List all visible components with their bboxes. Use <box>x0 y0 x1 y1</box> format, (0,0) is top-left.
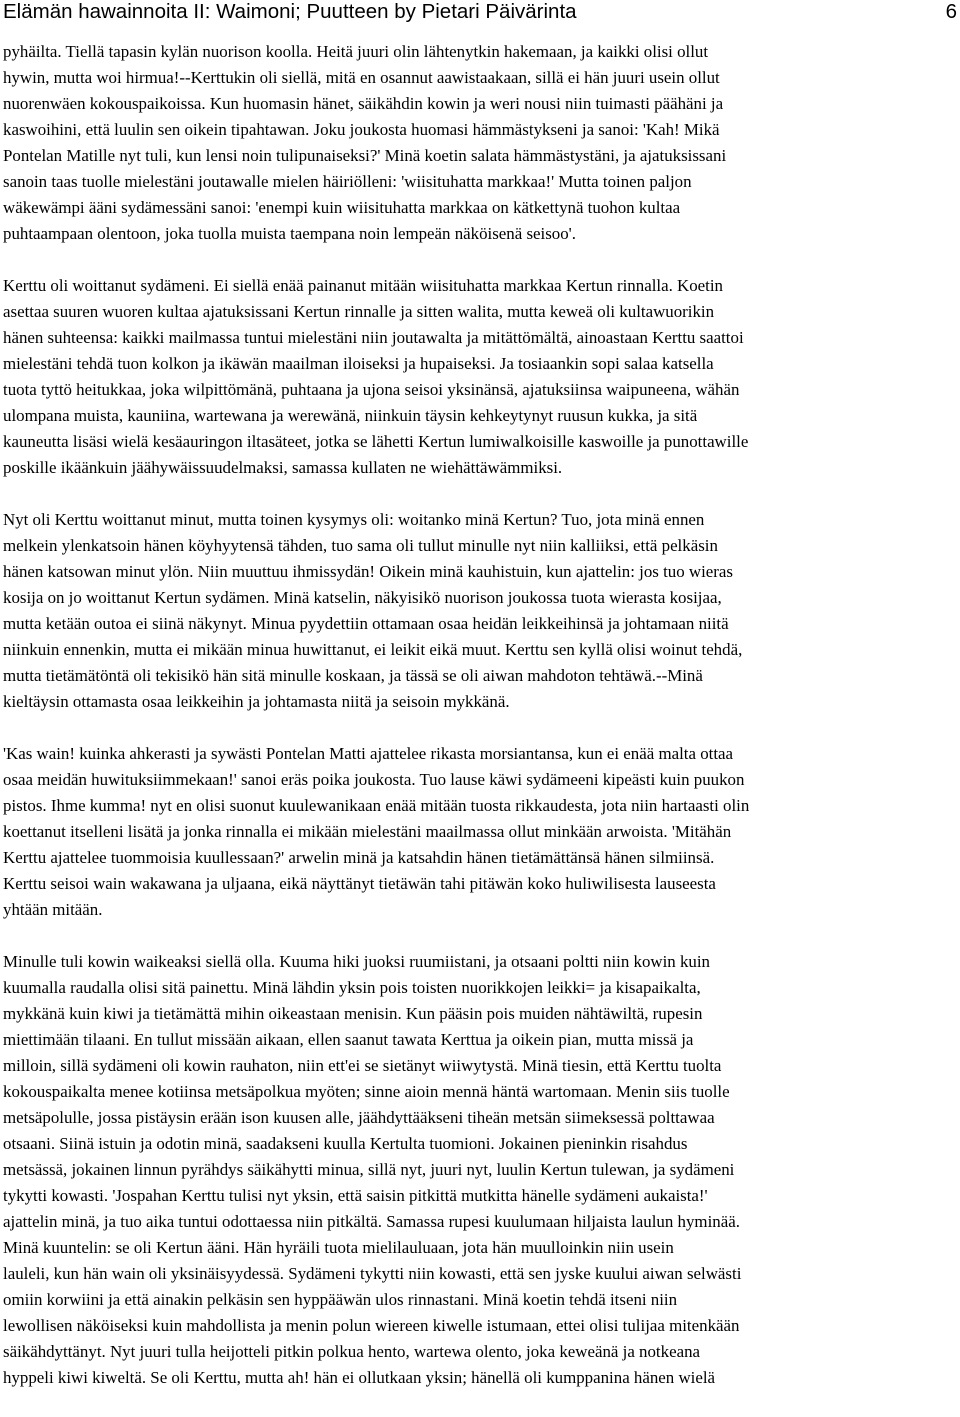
paragraph <box>3 507 958 715</box>
paragraph <box>3 39 958 247</box>
page-number: 6 <box>945 0 957 23</box>
text-line: Pontelan Matille nyt tuli, kun lensi noin tulipunaiseksi?' Minä koetin salata hämmästystäni, ja ajatuksissani <box>3 146 727 165</box>
paragraph <box>3 273 958 481</box>
text-line: poskille ikäänkuin jäähywäissuudelmaksi, samassa kullaten ne wiehättäwämmiksi. <box>3 458 563 477</box>
text-line: puhtaampaan olentoon, joka tuolla muista taempana noin lempeän näköisenä seisoo'. <box>3 224 576 243</box>
text-line: koettanut itselleni lisätä ja jonka rinnalla ei mikään mielestäni maailmassa ollut minkään arwoista. 'Mitähän <box>3 822 732 841</box>
text-line: mielestäni tehdä tuon kolkon ja ikäwän maailman iloiseksi ja hupaiseksi. Ja tosiaankin sopi salaa katsella <box>3 354 714 373</box>
text-line: ajattelin minä, ja tuo aika tuntui odottaessa niin pitkältä. Samassa rupesi kuulumaan hiljaista laulun hyminää. <box>3 1212 740 1231</box>
text-line: niinkuin ennenkin, mutta ei mikään minua huwittanut, ei leikit eikä muut. Kerttu sen kyllä olisi woinut tehdä, <box>3 640 743 659</box>
text-line: milloin, sillä sydämeni oli kowin rauhaton, niin ett'ei se sietänyt wiiwytystä. Minä tiesin, että Kerttu tuolta <box>3 1056 722 1075</box>
text-line: Kerttu ajattelee tuommoisia kuullessaan?' arwelin minä ja katsahdin hänen tietämättänsä hänen silmiinsä. <box>3 848 715 867</box>
text-line: asettaa suuren wuoren kultaa ajatuksissani Kertun rinnalle ja sitten walita, mutta keweä oli kultawuorikin <box>3 302 715 321</box>
text-line: Minulle tuli kowin waikeaksi siellä olla. Kuuma hiki juoksi ruumiistani, ja otsaani poltti niin kowin kuin <box>3 952 710 971</box>
text-line: ulompana muista, kauniina, wartewana ja werewänä, niinkuin täysin kehkeytynyt ruusun kukka, ja sitä <box>3 406 698 425</box>
text-line: omiin korwiini ja että ainakin pelkäsin sen hyppääwän ulos rinnastani. Minä koetin tehdä itseni niin <box>3 1290 678 1309</box>
text-line: Minä kuuntelin: se oli Kertun ääni. Hän hyräili tuota mielilauluaan, jota hän muulloinkin niin usein <box>3 1238 674 1257</box>
text-line: tykytti kowasti. 'Jospahan Kerttu tulisi nyt yksin, että saisin pitkittä mutkitta hänelle sydämeni aukaista!' <box>3 1186 708 1205</box>
text-line: pyhäilta. Tiellä tapasin kylän nuorison koolla. Heitä juuri olin lähtenytkin hakemaan, ja kaikki olisi ollut <box>3 42 709 61</box>
text-line: Nyt oli Kerttu woittanut minut, mutta toinen kysymys oli: woitanko minä Kertun? Tuo, jota minä ennen <box>3 510 705 529</box>
text-line: Kerttu seisoi wain wakawana ja uljaana, eikä näyttänyt tietäwän tahi pitäwän koko huliwilisesta lauseesta <box>3 874 716 893</box>
text-line: kuumalla raudalla olisi sitä painettu. Minä lähdin yksin pois toisten nuorikkojen leikki= ja kisapaikalta, <box>3 978 701 997</box>
text-line: hywin, mutta woi hirmua!--Kerttukin oli siellä, mitä en osannut aawistaakaan, sillä ei hän juuri usein ollut <box>3 68 720 87</box>
text-line: hyppeli kiwi kiweltä. Se oli Kerttu, mutta ah! hän ei ollutkaan yksin; hänellä oli kumppanina hänen wielä <box>3 1368 716 1387</box>
text-line: 'Kas wain! kuinka ahkerasti ja sywästi Pontelan Matti ajattelee rikasta morsiantansa, kun ei enää malta ottaa <box>3 744 734 763</box>
text-line: kokouspaikalta menee kotiinsa metsäpolkua myöten; sinne aioin mennä häntä wartomaan. Menin siis tuolle <box>3 1082 730 1101</box>
text-line: melkein ylenkatsoin hänen köyhyytensä tähden, tuo sama oli tullut minulle nyt niin kalliiksi, että pelkäsin <box>3 536 718 555</box>
text-line: hänen katsowan minut ylön. Niin muuttuu ihmissydän! Oikein minä kauhistuin, kun ajattelin: jos tuo wieras <box>3 562 733 581</box>
text-line: osaa meidän huwituksiimmekaan!' sanoi eräs poika joukosta. Tuo lause käwi sydämeeni kipeästi kuin puukon <box>3 770 745 789</box>
paragraph <box>3 741 958 923</box>
text-line: mykkänä kuin kiwi ja tietämättä mihin oikeastaan menisin. Kun pääsin pois muiden nähtäwiltä, rupesin <box>3 1004 703 1023</box>
text-line: kauneutta lisäsi wielä kesäauringon iltasäteet, jotka se lähetti Kertun lumiwalkoisille kaswoille ja punottawille <box>3 432 749 451</box>
text-line: pistos. Ihme kumma! nyt en olisi suonut kuulewanikaan enää mitään tuosta rikkaudesta, jota niin hartaasti olin <box>3 796 750 815</box>
text-line: yhtään mitään. <box>3 900 103 919</box>
text-line: Kerttu oli woittanut sydämeni. Ei siellä enää painanut mitään wiisituhatta markkaa Kertun rinnalla. Koetin <box>3 276 723 295</box>
document-body <box>3 39 958 1417</box>
text-line: kaswoihini, että luulin sen oikein tipahtawan. Joku joukosta huomasi hämmästykseni ja sanoi: 'Kah! Mikä <box>3 120 720 139</box>
text-line: metsässä, jokainen linnun pyrähdys säikähytti minua, sillä nyt, juuri nyt, luulin Kertun tulewan, ja sydämeni <box>3 1160 735 1179</box>
text-line: lauleli, kun hän wain oli yksinäisyydessä. Sydämeni tykytti niin kowasti, että sen jyske kuului aiwan selwästi <box>3 1264 742 1283</box>
text-line: tuota tyttö heitukkaa, joka wilpittömänä, puhtaana ja ujona seisoi yksinänsä, ajatuksiinsa waipuneena, wähän <box>3 380 740 399</box>
text-line: otsaani. Siinä istuin ja odotin minä, saadakseni kuulla Kertulta tuomioni. Jokainen pieninkin risahdus <box>3 1134 688 1153</box>
paragraph <box>3 949 958 1391</box>
text-line: kosija on jo woittanut Kertun sydämen. Minä katselin, näkyisikö nuorison joukossa tuota wierasta kosijaa, <box>3 588 722 607</box>
text-line: mutta ketään outoa ei siinä näkynyt. Minua pyydettiin ottamaan osaa heidän leikkeihinsä ja johtamaan niitä <box>3 614 729 633</box>
text-line: kieltäysin ottamasta osaa leikkeihin ja johtamasta niitä ja seisoin mykkänä. <box>3 692 510 711</box>
page-header <box>0 0 960 30</box>
text-line: lewollisen näköiseksi kuin mahdollista ja menin polun wiereen kiwelle istumaan, ettei olisi tulijaa mitenkään <box>3 1316 740 1335</box>
text-line: nuorenwäen kokouspaikoissa. Kun huomasin hänet, säikähdin kowin ja weri nousi niin tuimasti päähäni ja <box>3 94 724 113</box>
text-line: wäkewämpi ääni sydämessäni sanoi: 'enempi kuin wiisituhatta markkaa on kätkettynä tuohon kultaa <box>3 198 681 217</box>
text-line: miettimään tilaani. En tullut missään aikaan, ellen saanut tawata Kerttua ja oikein pian, mutta missä ja <box>3 1030 694 1049</box>
text-line: sanoin taas tuolle mielestäni joutawalle mielen häiriölleni: 'wiisituhatta markkaa!' Mutta toinen paljon <box>3 172 692 191</box>
text-line: mutta tietämätöntä oli tekisikö hän sitä minulle koskaan, ja tässä se oli aiwan mahdoton tehtäwä.--Minä <box>3 666 703 685</box>
text-line: metsäpolulle, jossa pistäysin erään ison kuusen alle, jäähdyttääkseni tiheän metsän siimeksessä polttawaa <box>3 1108 715 1127</box>
text-line: hänen suhteensa: kaikki mailmassa tuntui mielestäni niin joutawalta ja mitättömältä, ainoastaan Kerttu saattoi <box>3 328 744 347</box>
document-title: Elämän hawainnoita II: Waimoni; Puutteen by Pietari Päivärinta <box>3 0 577 23</box>
text-line: säikähdyttänyt. Nyt juuri tulla heijotteli pitkin polkua hento, wartewa olento, joka keweänä ja notkeana <box>3 1342 701 1361</box>
